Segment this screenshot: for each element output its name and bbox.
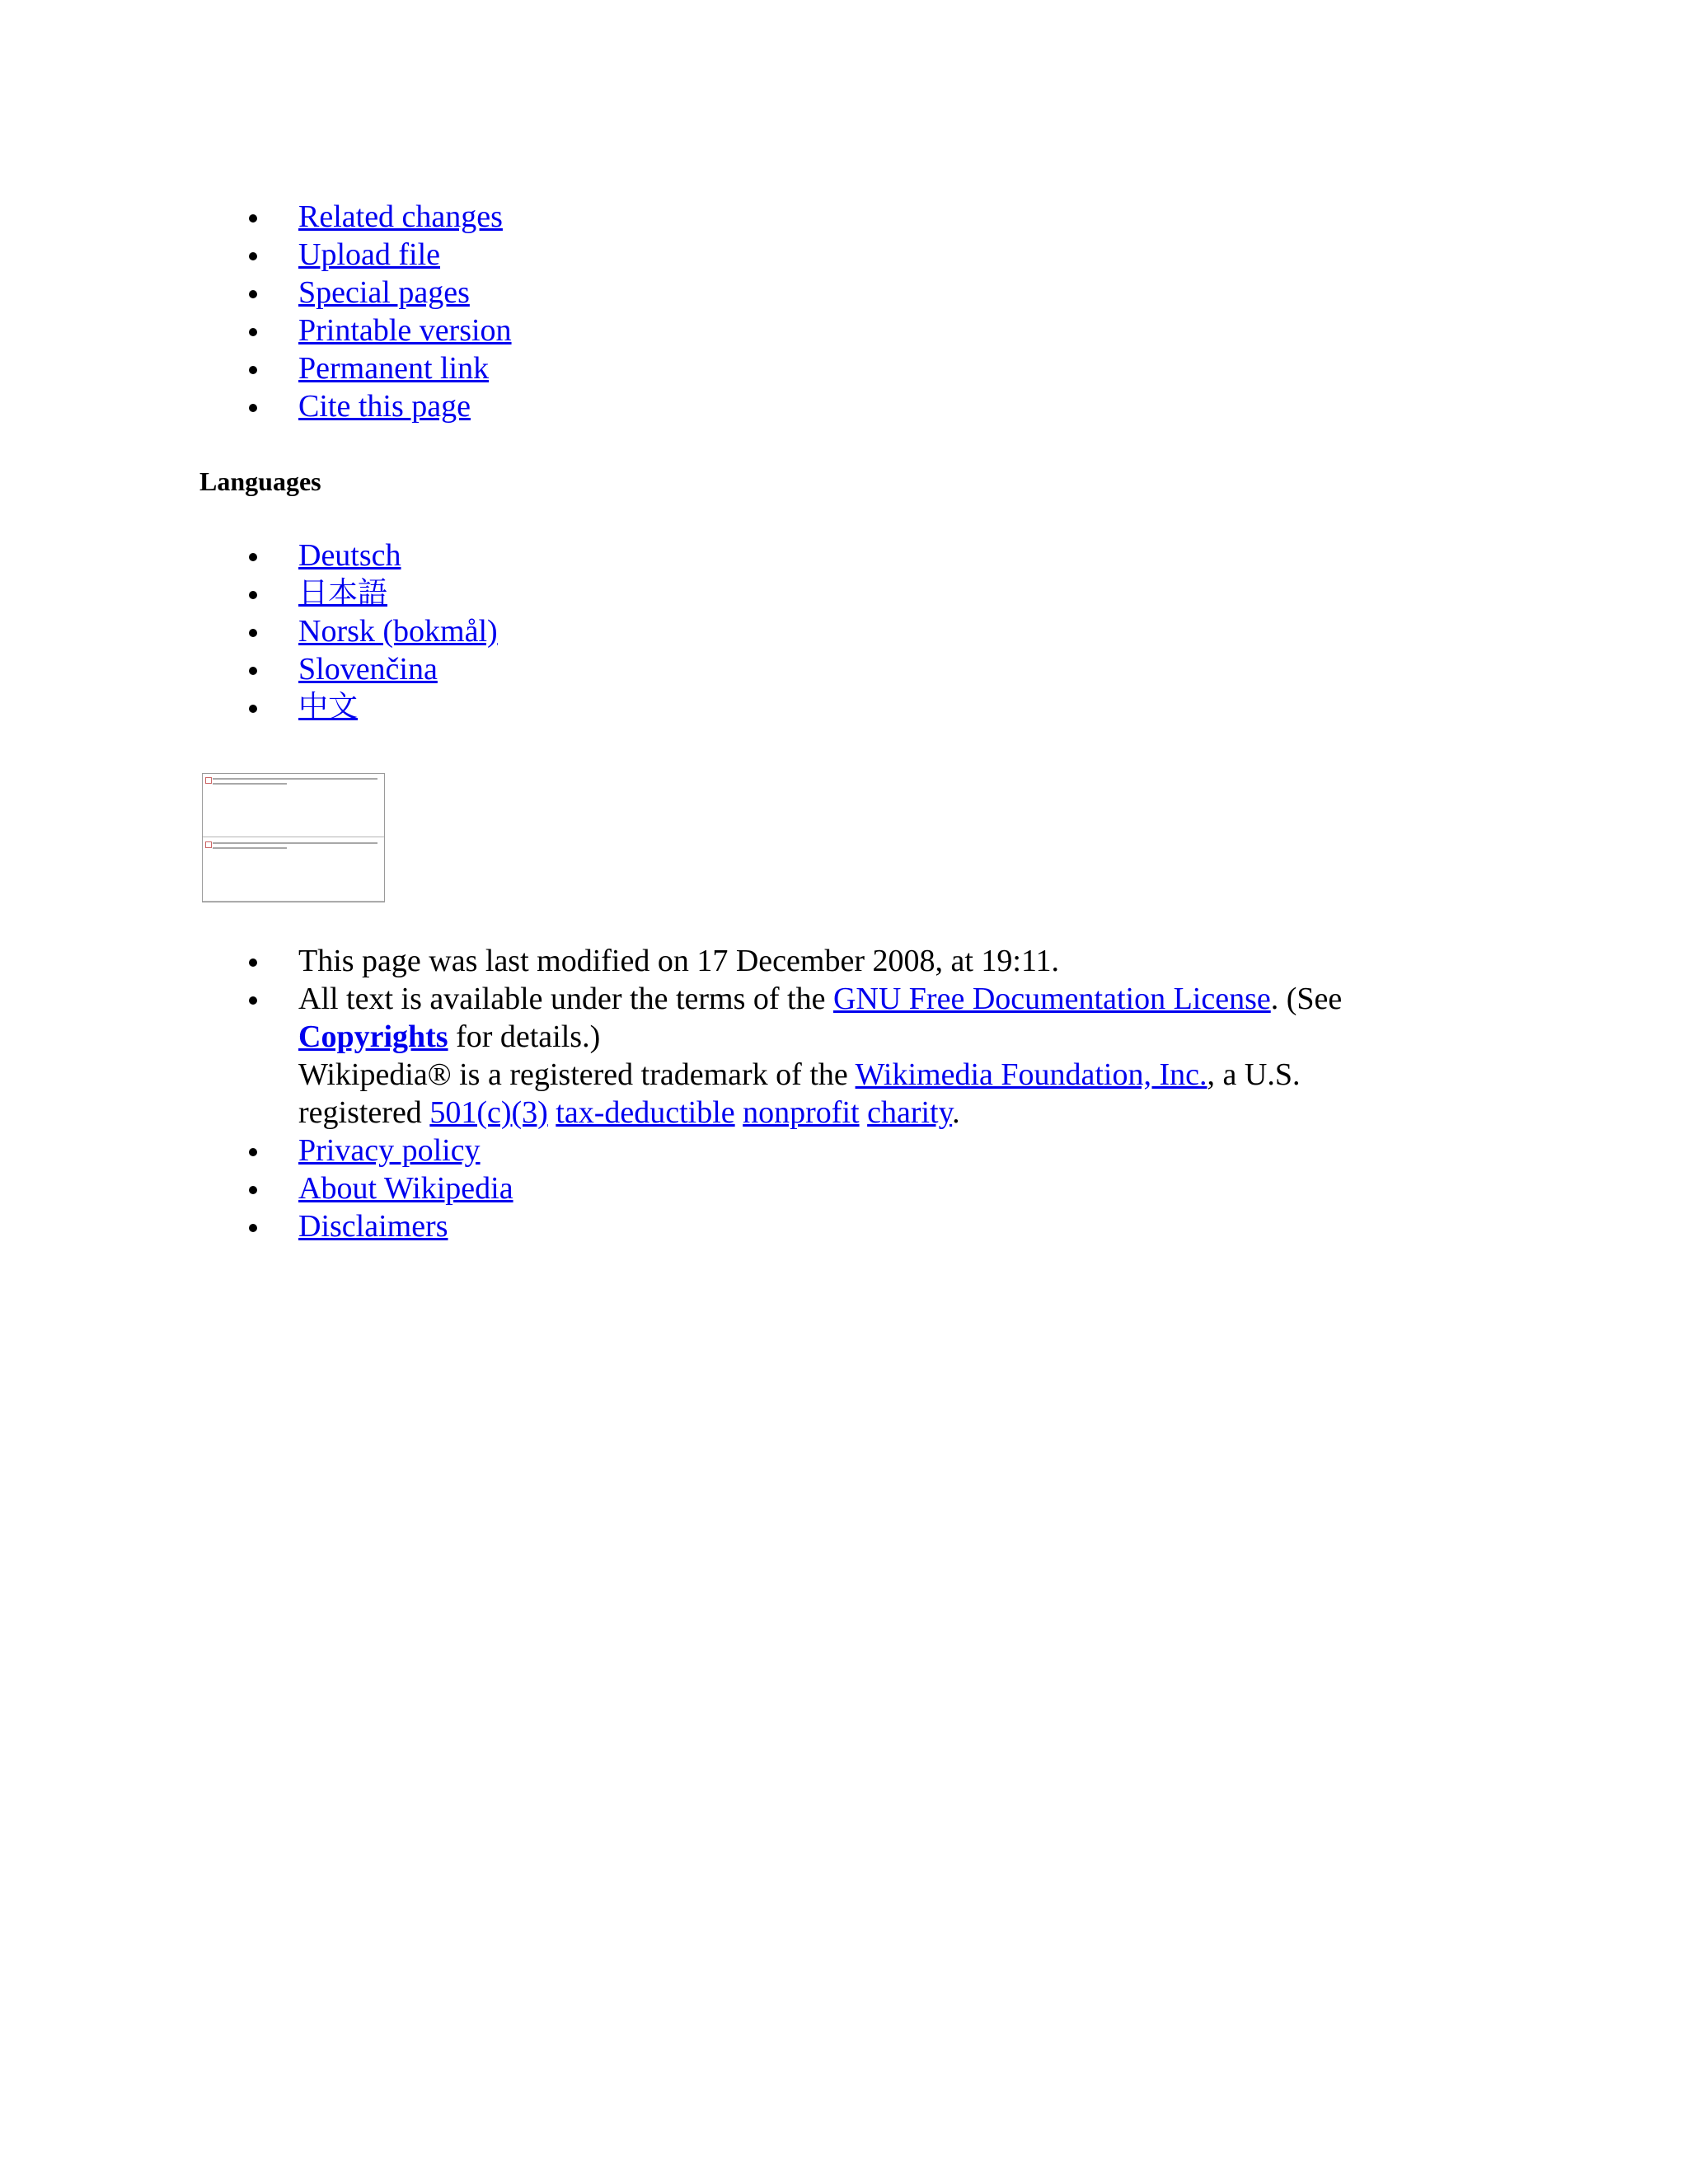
list-item (0, 1207, 1419, 1245)
list-item (0, 387, 512, 425)
special-pages-link[interactable]: Special pages (298, 275, 470, 310)
charity-link[interactable]: charity (867, 1095, 953, 1130)
language-link-slovencina[interactable]: Slovenčina (298, 652, 438, 687)
disclaimers-link[interactable]: Disclaimers (298, 1209, 448, 1244)
list-item (0, 688, 498, 726)
last-modified-text: This page was last modified on 17 December 2008, at 19:11. (298, 944, 1060, 978)
trademark-mid-text: , a U.S. registered (298, 1057, 1301, 1130)
license-mid-text: . (See (1270, 982, 1343, 1016)
placeholder-line (213, 778, 377, 780)
broken-image-icon[interactable] (203, 838, 384, 902)
list-item (0, 312, 512, 349)
list-item (0, 1132, 1419, 1169)
placeholder-line (213, 783, 287, 785)
separator-space (860, 1095, 868, 1130)
gfdl-link[interactable]: GNU Free Documentation License (832, 982, 1271, 1016)
broken-image-icon[interactable] (203, 774, 384, 837)
placeholder-line (213, 847, 287, 849)
trademark-end-text: . (952, 1095, 960, 1130)
toolbox-list (0, 198, 512, 425)
copyrights-link[interactable]: Copyrights (298, 1019, 448, 1054)
languages-heading: Languages (199, 466, 321, 496)
link-501c3[interactable]: 501(c)(3) (429, 1095, 548, 1130)
language-link-japanese[interactable]: 日本語 (298, 576, 388, 610)
list-item (0, 274, 512, 312)
trademark-prefix-text: Wikipedia® is a registered trademark of the (298, 1057, 856, 1092)
list-item (0, 537, 498, 574)
list-item (0, 612, 498, 650)
language-link-norsk[interactable]: Norsk (bokmål) (298, 614, 498, 649)
related-changes-link[interactable]: Related changes (298, 199, 503, 234)
upload-file-link[interactable]: Upload file (298, 237, 441, 272)
license-item (0, 980, 1419, 1132)
language-link-chinese[interactable]: 中文 (298, 690, 359, 724)
list-item (0, 574, 498, 612)
broken-image-marker-icon (205, 777, 212, 784)
license-prefix-text: All text is available under the terms of the (298, 982, 833, 1016)
list-item (0, 236, 512, 274)
footer-list (0, 942, 1419, 1245)
list-item (0, 1169, 1419, 1207)
language-link-deutsch[interactable]: Deutsch (298, 538, 401, 573)
broken-image-marker-icon (205, 841, 212, 848)
list-item (0, 198, 512, 236)
separator-space (735, 1095, 743, 1130)
tax-deductible-link[interactable]: tax-deductible (556, 1095, 735, 1130)
languages-list (0, 537, 498, 726)
cite-this-page-link[interactable]: Cite this page (298, 389, 471, 424)
printable-version-link[interactable]: Printable version (298, 313, 512, 348)
wikimedia-foundation-link[interactable]: Wikimedia Foundation, Inc. (855, 1057, 1207, 1092)
about-wikipedia-link[interactable]: About Wikipedia (298, 1171, 513, 1206)
permanent-link[interactable]: Permanent link (298, 351, 490, 386)
license-suffix-text: for details.) (448, 1019, 601, 1054)
privacy-policy-link[interactable]: Privacy policy (298, 1133, 481, 1168)
placeholder-line (213, 842, 377, 844)
list-item (0, 349, 512, 387)
list-item (0, 650, 498, 688)
separator-space (548, 1095, 556, 1130)
last-modified-item (0, 942, 1419, 980)
footer-icons (202, 773, 385, 902)
nonprofit-link[interactable]: nonprofit (743, 1095, 860, 1130)
